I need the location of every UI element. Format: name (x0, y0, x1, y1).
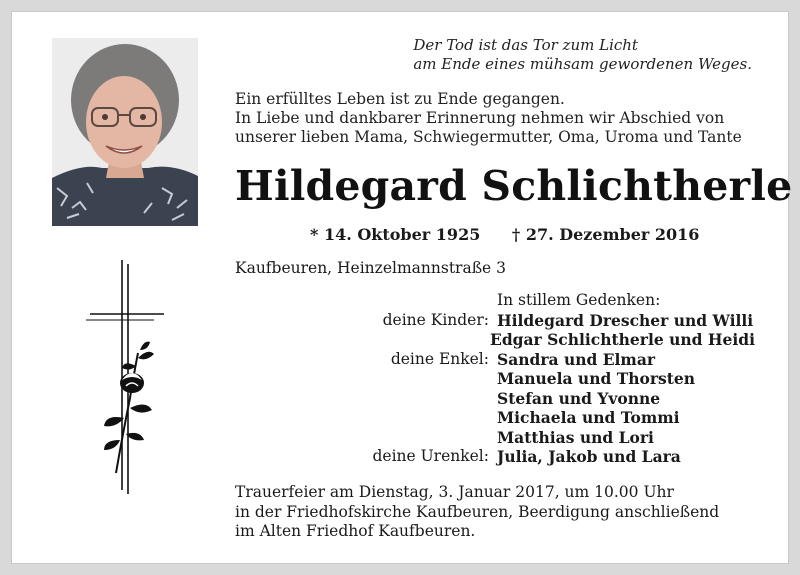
intro-line-2: In Liebe und dankbarer Erinnerung nehmen wir Abschied von (235, 109, 725, 127)
life-dates (310, 225, 725, 245)
mourner-name: Matthias und Lori (497, 427, 654, 447)
address: Kaufbeuren, Heinzelmannstraße 3 (235, 259, 507, 277)
mourner-name: Edgar Schlichtherle und Heidi (490, 330, 755, 349)
portrait-photo (52, 38, 198, 226)
mourner-row (235, 447, 755, 467)
deceased-name: Hildegard Schlichtherle (235, 162, 793, 210)
intro-line-3: unserer lieben Mama, Schwiegermutter, Oma, Uroma und Tante (235, 128, 742, 146)
quote-line-2: am Ende eines mühsam gewordenen Weges. (413, 55, 752, 73)
group-label: deine Kinder: (382, 310, 489, 329)
mourner-row (235, 311, 755, 331)
birth-date: * 14. Oktober 1925 (310, 225, 481, 244)
mourners-heading-row (235, 291, 755, 311)
funeral-line-1: Trauerfeier am Dienstag, 3. Januar 2017, um 10.00 Uhr (235, 483, 674, 501)
group-label: deine Enkel: (390, 349, 489, 368)
intro-text (235, 90, 742, 147)
mourners-list (235, 291, 755, 467)
death-date: † 27. Dezember 2016 (511, 225, 700, 244)
mourner-name: Manuela und Thorsten (497, 369, 696, 388)
mourner-row (235, 330, 755, 350)
funeral-line-3: im Alten Friedhof Kaufbeuren. (235, 522, 476, 540)
mourner-row (235, 350, 755, 370)
mourner-name: Julia, Jakob und Lara (497, 447, 681, 466)
intro-line-1: Ein erfülltes Leben ist zu Ende gegangen. (235, 90, 565, 108)
mourner-row (235, 389, 755, 409)
mourner-name: Michaela und Tommi (497, 408, 680, 427)
mourner-row (235, 428, 755, 448)
mourner-row (235, 369, 755, 389)
group-label: deine Urenkel: (372, 447, 489, 465)
mourner-name: Hildegard Drescher und Willi (497, 310, 754, 330)
mourners-heading: In stillem Gedenken: (497, 291, 661, 309)
quote-line-1: Der Tod ist das Tor zum Licht (413, 36, 638, 54)
mourner-name: Stefan und Yvonne (497, 388, 661, 408)
funeral-details (235, 483, 719, 542)
mourner-name: Sandra und Elmar (497, 349, 656, 369)
funeral-line-2: in der Friedhofskirche Kaufbeuren, Beerdigung anschließend (235, 502, 720, 521)
mourner-row (235, 408, 755, 428)
cross-with-rose-icon (82, 258, 172, 498)
quote (413, 36, 752, 74)
